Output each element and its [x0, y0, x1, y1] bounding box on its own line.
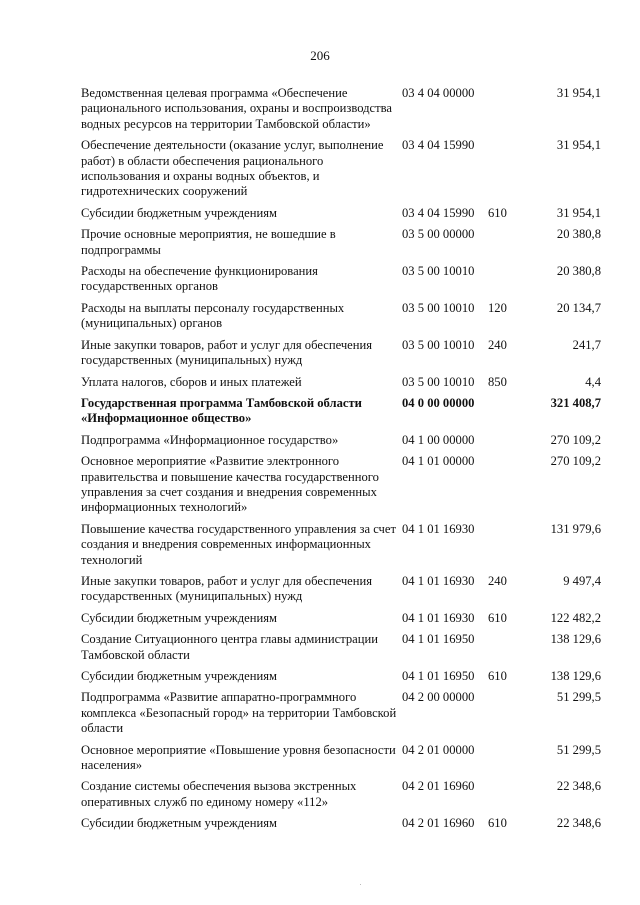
row-name: Иные закупки товаров, работ и услуг для обеспечения государственных (муниципальных) нужд [81, 337, 373, 368]
row-amount: 138 129,6 [550, 632, 601, 647]
row-amount: 270 109,2 [550, 432, 601, 447]
table-row [81, 138, 601, 200]
row-expense-type: 610 [488, 205, 507, 220]
row-expense-type: 610 [488, 816, 507, 831]
table-row [81, 743, 601, 774]
row-code: 04 0 00 00000 [402, 395, 475, 410]
row-amount: 31 954,1 [556, 86, 601, 100]
row-code: 04 1 01 16930 [402, 573, 475, 588]
row-code: 04 1 00 00000 [402, 432, 475, 447]
row-amount: 31 954,1 [556, 138, 601, 153]
row-code: 04 1 01 00000 [402, 454, 475, 469]
row-amount: 138 129,6 [550, 669, 601, 683]
table-row [81, 396, 601, 427]
row-name: Основное мероприятие «Повышение уровня безопасности населения» [81, 742, 396, 773]
row-name: Субсидии бюджетным учреждениям [81, 816, 277, 831]
scan-speck [360, 884, 361, 885]
row-name: Подпрограмма «Развитие аппаратно-программного комплекса «Безопасный город» на территории Тамбовской области [81, 690, 397, 736]
row-name: Иные закупки товаров, работ и услуг для обеспечения государственных (муниципальных) нужд [81, 573, 373, 604]
row-code: 04 2 01 16960 [402, 816, 475, 831]
page-number: 206 [310, 48, 330, 63]
row-code: 04 2 00 00000 [402, 690, 475, 705]
row-name: Субсидии бюджетным учреждениям [81, 669, 277, 683]
table-row [81, 632, 601, 663]
row-amount: 31 954,1 [556, 205, 601, 220]
table-row [81, 574, 601, 605]
row-code: 03 5 00 10010 [402, 337, 475, 352]
row-amount: 20 380,8 [556, 227, 601, 242]
row-amount: 131 979,6 [550, 521, 601, 536]
table-row [81, 433, 601, 448]
row-expense-type: 240 [488, 337, 507, 352]
row-expense-type: 850 [488, 374, 507, 389]
row-amount: 51 299,5 [556, 690, 601, 705]
row-name: Повышение качества государственного управления за счет создания и внедрения современных информационных технологий [81, 521, 396, 567]
table-row [81, 338, 601, 369]
table-row [81, 669, 601, 684]
row-amount: 20 134,7 [556, 300, 601, 315]
row-expense-type: 610 [488, 610, 507, 625]
row-code: 04 2 01 00000 [402, 742, 475, 757]
row-name: Государственная программа Тамбовской области «Информационное общество» [81, 395, 362, 426]
table-row [81, 206, 601, 221]
row-amount: 122 482,2 [550, 610, 601, 625]
row-amount: 241,7 [572, 337, 601, 352]
row-code: 03 5 00 00000 [402, 227, 475, 242]
row-code: 04 2 01 16960 [402, 779, 475, 794]
row-expense-type: 240 [488, 573, 507, 588]
table-row [81, 227, 601, 258]
table-row [81, 375, 601, 390]
row-name: Уплата налогов, сборов и иных платежей [81, 374, 302, 389]
row-name: Субсидии бюджетным учреждениям [81, 610, 277, 625]
row-name: Основное мероприятие «Развитие электронного правительства и повышение качества государственного управления за счет создания и внедрения современных информационных технологий» [81, 454, 379, 515]
row-name: Создание системы обеспечения вызова экстренных оперативных служб по единому номеру «112» [81, 779, 357, 809]
row-amount: 4,4 [585, 374, 601, 389]
row-amount: 22 348,6 [556, 779, 601, 794]
row-code: 04 1 01 16950 [402, 632, 475, 647]
row-expense-type: 120 [488, 300, 507, 315]
row-amount: 22 348,6 [556, 816, 601, 831]
table-row [81, 779, 601, 810]
row-name: Создание Ситуационного центра главы администрации Тамбовской области [81, 632, 378, 662]
row-code: 03 5 00 10010 [402, 264, 475, 279]
row-amount: 20 380,8 [556, 264, 601, 279]
row-code: 04 1 01 16930 [402, 610, 475, 625]
row-amount: 9 497,4 [563, 573, 601, 588]
row-code: 04 1 01 16950 [402, 669, 475, 683]
row-name: Прочие основные мероприятия, не вошедшие в подпрограммы [81, 227, 336, 257]
table-row [81, 522, 601, 568]
row-name: Обеспечение деятельности (оказание услуг, выполнение работ) в области обеспечения рационального использования и охраны водных объектов, и гидротехнических сооружений [81, 138, 384, 199]
row-amount: 270 109,2 [550, 454, 601, 469]
row-code: 03 4 04 15990 [402, 138, 475, 153]
row-name: Субсидии бюджетным учреждениям [81, 205, 277, 220]
table-row [81, 86, 601, 132]
row-code: 03 5 00 10010 [402, 300, 475, 315]
budget-table [81, 86, 601, 838]
row-name: Расходы на выплаты персоналу государственных (муниципальных) органов [81, 300, 345, 331]
table-row [81, 611, 601, 626]
table-row [81, 690, 601, 736]
table-row [81, 301, 601, 332]
row-code: 03 4 04 00000 [402, 86, 475, 100]
row-name: Расходы на обеспечение функционирования государственных органов [81, 264, 318, 294]
row-code: 03 4 04 15990 [402, 205, 475, 220]
table-row [81, 264, 601, 295]
row-amount: 51 299,5 [556, 742, 601, 757]
row-name: Ведомственная целевая программа «Обеспечение рационального использования, охраны и воспроизводства водных ресурсов на территории Тамбовской области» [81, 86, 393, 131]
row-code: 03 5 00 10010 [402, 374, 475, 389]
row-amount: 321 408,7 [550, 395, 601, 410]
row-name: Подпрограмма «Информационное государство» [81, 432, 339, 447]
table-row [81, 454, 601, 516]
row-code: 04 1 01 16930 [402, 521, 475, 536]
row-expense-type: 610 [488, 669, 507, 683]
table-row [81, 816, 601, 831]
